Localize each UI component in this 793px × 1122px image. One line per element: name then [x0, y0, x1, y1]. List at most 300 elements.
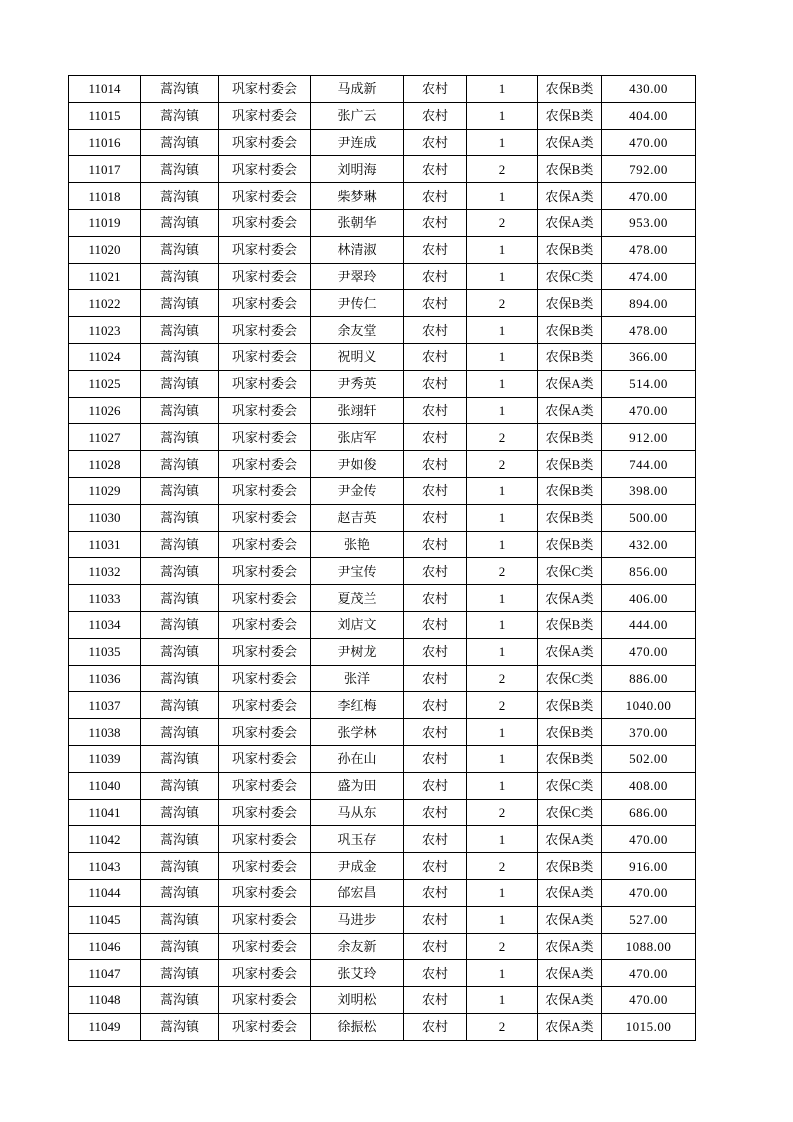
- table-row: [69, 209, 696, 236]
- cell-town: 蒿沟镇: [141, 585, 219, 612]
- cell-serial: 11043: [69, 853, 141, 880]
- cell-serial: 11023: [69, 317, 141, 344]
- cell-village: 巩家村委会: [219, 451, 311, 478]
- cell-residence: 农村: [404, 799, 467, 826]
- cell-residence: 农村: [404, 343, 467, 370]
- cell-town: 蒿沟镇: [141, 397, 219, 424]
- cell-residence: 农村: [404, 397, 467, 424]
- cell-category: 农保A类: [538, 879, 602, 906]
- cell-category: 农保A类: [538, 638, 602, 665]
- cell-amount: 444.00: [602, 611, 696, 638]
- cell-village: 巩家村委会: [219, 370, 311, 397]
- cell-residence: 农村: [404, 853, 467, 880]
- table-row: [69, 343, 696, 370]
- cell-serial: 11028: [69, 451, 141, 478]
- cell-serial: 11033: [69, 585, 141, 612]
- cell-serial: 11045: [69, 906, 141, 933]
- cell-village: 巩家村委会: [219, 531, 311, 558]
- cell-name: 马进步: [311, 906, 404, 933]
- cell-category: 农保A类: [538, 1013, 602, 1040]
- table-row: [69, 665, 696, 692]
- cell-name: 夏茂兰: [311, 585, 404, 612]
- cell-village: 巩家村委会: [219, 477, 311, 504]
- cell-count: 2: [467, 1013, 538, 1040]
- cell-name: 尹金传: [311, 477, 404, 504]
- cell-town: 蒿沟镇: [141, 183, 219, 210]
- cell-residence: 农村: [404, 317, 467, 344]
- cell-serial: 11030: [69, 504, 141, 531]
- cell-category: 农保A类: [538, 906, 602, 933]
- cell-village: 巩家村委会: [219, 692, 311, 719]
- cell-name: 尹翠玲: [311, 263, 404, 290]
- cell-residence: 农村: [404, 76, 467, 103]
- cell-name: 尹成金: [311, 853, 404, 880]
- cell-residence: 农村: [404, 129, 467, 156]
- cell-name: 余友新: [311, 933, 404, 960]
- cell-name: 张洋: [311, 665, 404, 692]
- cell-residence: 农村: [404, 611, 467, 638]
- cell-category: 农保B类: [538, 343, 602, 370]
- cell-count: 2: [467, 424, 538, 451]
- cell-category: 农保B类: [538, 853, 602, 880]
- cell-count: 2: [467, 665, 538, 692]
- table-row: [69, 76, 696, 103]
- cell-town: 蒿沟镇: [141, 156, 219, 183]
- cell-name: 张朝华: [311, 209, 404, 236]
- cell-residence: 农村: [404, 638, 467, 665]
- cell-name: 余友堂: [311, 317, 404, 344]
- cell-amount: 370.00: [602, 719, 696, 746]
- table-row: [69, 558, 696, 585]
- table-row: [69, 290, 696, 317]
- cell-town: 蒿沟镇: [141, 960, 219, 987]
- cell-town: 蒿沟镇: [141, 531, 219, 558]
- cell-serial: 11039: [69, 745, 141, 772]
- cell-count: 1: [467, 638, 538, 665]
- cell-category: 农保B类: [538, 531, 602, 558]
- cell-category: 农保B类: [538, 451, 602, 478]
- cell-town: 蒿沟镇: [141, 317, 219, 344]
- cell-count: 1: [467, 585, 538, 612]
- cell-serial: 11024: [69, 343, 141, 370]
- cell-residence: 农村: [404, 960, 467, 987]
- table-row: [69, 933, 696, 960]
- cell-count: 1: [467, 76, 538, 103]
- cell-count: 2: [467, 451, 538, 478]
- cell-town: 蒿沟镇: [141, 853, 219, 880]
- table-row: [69, 317, 696, 344]
- cell-amount: 514.00: [602, 370, 696, 397]
- cell-count: 1: [467, 477, 538, 504]
- cell-name: 尹如俊: [311, 451, 404, 478]
- cell-village: 巩家村委会: [219, 1013, 311, 1040]
- benefits-table: [68, 75, 696, 1041]
- cell-village: 巩家村委会: [219, 236, 311, 263]
- cell-village: 巩家村委会: [219, 665, 311, 692]
- cell-serial: 11036: [69, 665, 141, 692]
- cell-village: 巩家村委会: [219, 424, 311, 451]
- table-row: [69, 638, 696, 665]
- table-row: [69, 504, 696, 531]
- cell-amount: 1015.00: [602, 1013, 696, 1040]
- cell-amount: 470.00: [602, 987, 696, 1014]
- table-row: [69, 129, 696, 156]
- cell-category: 农保A类: [538, 987, 602, 1014]
- table-row: [69, 745, 696, 772]
- cell-town: 蒿沟镇: [141, 263, 219, 290]
- cell-town: 蒿沟镇: [141, 826, 219, 853]
- cell-serial: 11031: [69, 531, 141, 558]
- cell-name: 尹宝传: [311, 558, 404, 585]
- cell-residence: 农村: [404, 263, 467, 290]
- cell-residence: 农村: [404, 451, 467, 478]
- cell-serial: 11032: [69, 558, 141, 585]
- cell-count: 1: [467, 317, 538, 344]
- cell-count: 2: [467, 799, 538, 826]
- cell-serial: 11034: [69, 611, 141, 638]
- cell-name: 张店军: [311, 424, 404, 451]
- table-body: [69, 76, 696, 1041]
- cell-residence: 农村: [404, 1013, 467, 1040]
- cell-category: 农保B类: [538, 102, 602, 129]
- cell-serial: 11042: [69, 826, 141, 853]
- cell-category: 农保B类: [538, 236, 602, 263]
- cell-category: 农保A类: [538, 129, 602, 156]
- cell-category: 农保A类: [538, 183, 602, 210]
- cell-residence: 农村: [404, 183, 467, 210]
- cell-serial: 11035: [69, 638, 141, 665]
- cell-count: 1: [467, 611, 538, 638]
- cell-town: 蒿沟镇: [141, 692, 219, 719]
- cell-serial: 11016: [69, 129, 141, 156]
- table-row: [69, 102, 696, 129]
- cell-village: 巩家村委会: [219, 826, 311, 853]
- cell-name: 尹连成: [311, 129, 404, 156]
- cell-town: 蒿沟镇: [141, 102, 219, 129]
- cell-town: 蒿沟镇: [141, 129, 219, 156]
- cell-town: 蒿沟镇: [141, 558, 219, 585]
- cell-amount: 527.00: [602, 906, 696, 933]
- cell-category: 农保A类: [538, 960, 602, 987]
- cell-village: 巩家村委会: [219, 397, 311, 424]
- cell-category: 农保A类: [538, 209, 602, 236]
- cell-village: 巩家村委会: [219, 76, 311, 103]
- table-row: [69, 263, 696, 290]
- cell-village: 巩家村委会: [219, 906, 311, 933]
- cell-village: 巩家村委会: [219, 504, 311, 531]
- cell-village: 巩家村委会: [219, 745, 311, 772]
- cell-category: 农保B类: [538, 76, 602, 103]
- cell-town: 蒿沟镇: [141, 638, 219, 665]
- cell-serial: 11029: [69, 477, 141, 504]
- cell-residence: 农村: [404, 236, 467, 263]
- cell-serial: 11014: [69, 76, 141, 103]
- cell-category: 农保B类: [538, 424, 602, 451]
- cell-count: 2: [467, 853, 538, 880]
- cell-serial: 11021: [69, 263, 141, 290]
- cell-town: 蒿沟镇: [141, 290, 219, 317]
- cell-serial: 11027: [69, 424, 141, 451]
- cell-residence: 农村: [404, 585, 467, 612]
- cell-name: 盛为田: [311, 772, 404, 799]
- cell-amount: 912.00: [602, 424, 696, 451]
- cell-name: 张翊轩: [311, 397, 404, 424]
- cell-residence: 农村: [404, 156, 467, 183]
- cell-count: 2: [467, 933, 538, 960]
- cell-town: 蒿沟镇: [141, 745, 219, 772]
- cell-residence: 农村: [404, 879, 467, 906]
- cell-count: 1: [467, 397, 538, 424]
- cell-village: 巩家村委会: [219, 638, 311, 665]
- cell-count: 1: [467, 370, 538, 397]
- cell-category: 农保C类: [538, 558, 602, 585]
- cell-name: 张艳: [311, 531, 404, 558]
- cell-village: 巩家村委会: [219, 183, 311, 210]
- cell-village: 巩家村委会: [219, 129, 311, 156]
- cell-category: 农保B类: [538, 156, 602, 183]
- cell-serial: 11048: [69, 987, 141, 1014]
- cell-town: 蒿沟镇: [141, 772, 219, 799]
- cell-name: 张广云: [311, 102, 404, 129]
- cell-amount: 470.00: [602, 183, 696, 210]
- cell-name: 张学林: [311, 719, 404, 746]
- cell-count: 1: [467, 263, 538, 290]
- cell-village: 巩家村委会: [219, 317, 311, 344]
- table-row: [69, 183, 696, 210]
- cell-name: 祝明义: [311, 343, 404, 370]
- table-row: [69, 451, 696, 478]
- cell-village: 巩家村委会: [219, 209, 311, 236]
- cell-amount: 406.00: [602, 585, 696, 612]
- cell-amount: 470.00: [602, 879, 696, 906]
- cell-serial: 11038: [69, 719, 141, 746]
- table-row: [69, 906, 696, 933]
- cell-residence: 农村: [404, 370, 467, 397]
- cell-name: 尹树龙: [311, 638, 404, 665]
- cell-count: 1: [467, 826, 538, 853]
- cell-category: 农保C类: [538, 772, 602, 799]
- cell-amount: 408.00: [602, 772, 696, 799]
- cell-town: 蒿沟镇: [141, 236, 219, 263]
- cell-amount: 470.00: [602, 397, 696, 424]
- cell-residence: 农村: [404, 558, 467, 585]
- cell-amount: 474.00: [602, 263, 696, 290]
- cell-town: 蒿沟镇: [141, 879, 219, 906]
- table-row: [69, 799, 696, 826]
- table-row: [69, 531, 696, 558]
- cell-name: 马从东: [311, 799, 404, 826]
- cell-name: 林清淑: [311, 236, 404, 263]
- cell-town: 蒿沟镇: [141, 906, 219, 933]
- cell-amount: 502.00: [602, 745, 696, 772]
- cell-village: 巩家村委会: [219, 719, 311, 746]
- cell-count: 1: [467, 879, 538, 906]
- cell-count: 1: [467, 129, 538, 156]
- cell-residence: 农村: [404, 477, 467, 504]
- cell-count: 1: [467, 102, 538, 129]
- table-row: [69, 477, 696, 504]
- cell-category: 农保A类: [538, 397, 602, 424]
- cell-town: 蒿沟镇: [141, 504, 219, 531]
- cell-village: 巩家村委会: [219, 290, 311, 317]
- cell-village: 巩家村委会: [219, 263, 311, 290]
- cell-town: 蒿沟镇: [141, 370, 219, 397]
- cell-village: 巩家村委会: [219, 799, 311, 826]
- cell-amount: 470.00: [602, 638, 696, 665]
- cell-village: 巩家村委会: [219, 558, 311, 585]
- cell-village: 巩家村委会: [219, 933, 311, 960]
- cell-category: 农保B类: [538, 719, 602, 746]
- table-row: [69, 611, 696, 638]
- cell-count: 1: [467, 906, 538, 933]
- cell-name: 柴梦琳: [311, 183, 404, 210]
- cell-town: 蒿沟镇: [141, 451, 219, 478]
- cell-category: 农保A类: [538, 826, 602, 853]
- cell-category: 农保B类: [538, 477, 602, 504]
- cell-residence: 农村: [404, 719, 467, 746]
- cell-category: 农保B类: [538, 745, 602, 772]
- cell-amount: 478.00: [602, 317, 696, 344]
- cell-serial: 11022: [69, 290, 141, 317]
- cell-residence: 农村: [404, 772, 467, 799]
- cell-name: 邰宏昌: [311, 879, 404, 906]
- cell-residence: 农村: [404, 906, 467, 933]
- table-row: [69, 1013, 696, 1040]
- cell-category: 农保C类: [538, 665, 602, 692]
- cell-amount: 1088.00: [602, 933, 696, 960]
- cell-town: 蒿沟镇: [141, 424, 219, 451]
- cell-serial: 11049: [69, 1013, 141, 1040]
- table-row: [69, 692, 696, 719]
- cell-count: 2: [467, 290, 538, 317]
- cell-serial: 11040: [69, 772, 141, 799]
- cell-amount: 470.00: [602, 129, 696, 156]
- cell-count: 1: [467, 236, 538, 263]
- cell-village: 巩家村委会: [219, 987, 311, 1014]
- cell-name: 巩玉存: [311, 826, 404, 853]
- cell-category: 农保B类: [538, 611, 602, 638]
- table-row: [69, 879, 696, 906]
- cell-name: 张艾玲: [311, 960, 404, 987]
- table-row: [69, 826, 696, 853]
- cell-name: 孙在山: [311, 745, 404, 772]
- cell-village: 巩家村委会: [219, 879, 311, 906]
- cell-serial: 11047: [69, 960, 141, 987]
- cell-amount: 886.00: [602, 665, 696, 692]
- cell-count: 1: [467, 343, 538, 370]
- cell-town: 蒿沟镇: [141, 719, 219, 746]
- cell-town: 蒿沟镇: [141, 477, 219, 504]
- cell-village: 巩家村委会: [219, 611, 311, 638]
- cell-amount: 916.00: [602, 853, 696, 880]
- cell-serial: 11044: [69, 879, 141, 906]
- cell-serial: 11026: [69, 397, 141, 424]
- table-row: [69, 156, 696, 183]
- cell-residence: 农村: [404, 692, 467, 719]
- cell-category: 农保A类: [538, 370, 602, 397]
- cell-residence: 农村: [404, 933, 467, 960]
- cell-count: 1: [467, 504, 538, 531]
- cell-category: 农保B类: [538, 290, 602, 317]
- table-row: [69, 236, 696, 263]
- cell-count: 1: [467, 745, 538, 772]
- table-row: [69, 960, 696, 987]
- cell-residence: 农村: [404, 987, 467, 1014]
- cell-town: 蒿沟镇: [141, 611, 219, 638]
- cell-amount: 430.00: [602, 76, 696, 103]
- cell-village: 巩家村委会: [219, 343, 311, 370]
- cell-amount: 500.00: [602, 504, 696, 531]
- cell-town: 蒿沟镇: [141, 933, 219, 960]
- table-row: [69, 987, 696, 1014]
- cell-amount: 792.00: [602, 156, 696, 183]
- cell-amount: 404.00: [602, 102, 696, 129]
- cell-serial: 11041: [69, 799, 141, 826]
- table-row: [69, 370, 696, 397]
- cell-residence: 农村: [404, 745, 467, 772]
- cell-residence: 农村: [404, 504, 467, 531]
- cell-town: 蒿沟镇: [141, 76, 219, 103]
- cell-name: 马成新: [311, 76, 404, 103]
- cell-village: 巩家村委会: [219, 102, 311, 129]
- cell-town: 蒿沟镇: [141, 209, 219, 236]
- cell-amount: 398.00: [602, 477, 696, 504]
- cell-name: 李红梅: [311, 692, 404, 719]
- cell-count: 1: [467, 772, 538, 799]
- cell-serial: 11018: [69, 183, 141, 210]
- cell-name: 刘明海: [311, 156, 404, 183]
- cell-count: 1: [467, 987, 538, 1014]
- cell-residence: 农村: [404, 424, 467, 451]
- cell-category: 农保B类: [538, 504, 602, 531]
- cell-serial: 11046: [69, 933, 141, 960]
- cell-category: 农保A类: [538, 585, 602, 612]
- cell-residence: 农村: [404, 209, 467, 236]
- cell-serial: 11037: [69, 692, 141, 719]
- cell-category: 农保C类: [538, 799, 602, 826]
- cell-town: 蒿沟镇: [141, 987, 219, 1014]
- table-row: [69, 585, 696, 612]
- cell-town: 蒿沟镇: [141, 799, 219, 826]
- cell-village: 巩家村委会: [219, 772, 311, 799]
- cell-category: 农保B类: [538, 317, 602, 344]
- cell-amount: 894.00: [602, 290, 696, 317]
- cell-name: 徐振松: [311, 1013, 404, 1040]
- cell-serial: 11020: [69, 236, 141, 263]
- cell-residence: 农村: [404, 665, 467, 692]
- cell-amount: 470.00: [602, 960, 696, 987]
- cell-village: 巩家村委会: [219, 156, 311, 183]
- cell-count: 1: [467, 531, 538, 558]
- cell-amount: 366.00: [602, 343, 696, 370]
- cell-amount: 686.00: [602, 799, 696, 826]
- cell-name: 尹秀英: [311, 370, 404, 397]
- cell-count: 2: [467, 209, 538, 236]
- cell-name: 刘明松: [311, 987, 404, 1014]
- cell-amount: 478.00: [602, 236, 696, 263]
- cell-count: 2: [467, 558, 538, 585]
- cell-name: 刘店文: [311, 611, 404, 638]
- cell-serial: 11017: [69, 156, 141, 183]
- table-row: [69, 719, 696, 746]
- cell-town: 蒿沟镇: [141, 1013, 219, 1040]
- cell-serial: 11015: [69, 102, 141, 129]
- cell-name: 尹传仁: [311, 290, 404, 317]
- cell-amount: 953.00: [602, 209, 696, 236]
- cell-amount: 1040.00: [602, 692, 696, 719]
- table-row: [69, 772, 696, 799]
- cell-name: 赵吉英: [311, 504, 404, 531]
